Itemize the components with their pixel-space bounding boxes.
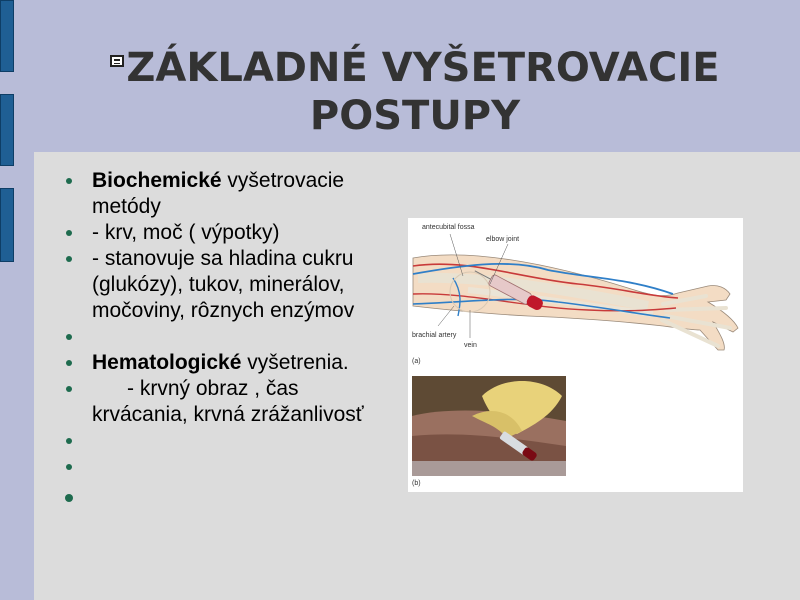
bullet-dot xyxy=(66,386,72,392)
bullet-item xyxy=(66,454,396,480)
bullet-dot xyxy=(66,464,72,470)
bullet-text: vyšetrenia. xyxy=(241,351,349,374)
bullet-item xyxy=(66,376,396,428)
label-antecubital: antecubital fossa xyxy=(422,224,475,231)
bullet-dot xyxy=(66,178,72,184)
bullet-item xyxy=(66,220,396,246)
label-b: (b) xyxy=(412,480,421,487)
bullet-dot xyxy=(65,494,73,502)
bullet-dot xyxy=(66,334,72,340)
blood-draw-photo-image xyxy=(412,376,566,476)
slide-tab-1 xyxy=(0,0,14,72)
content-area xyxy=(34,152,800,600)
bullet-bold: Hematologické xyxy=(92,351,242,374)
bullet-item xyxy=(66,246,396,324)
bullet-text: - stanovuje sa hladina cukru (glukózy), tukov, minerálov, močoviny, rôznych enzýmov xyxy=(92,247,355,322)
bullet-item xyxy=(66,324,396,350)
bullet-dot xyxy=(66,438,72,444)
bullet-text: - krv, moč ( výpotky) xyxy=(92,221,280,244)
note-icon xyxy=(110,55,124,67)
bullet-item xyxy=(66,480,396,506)
bullet-text: vyšetrovacie metódy xyxy=(92,169,345,218)
label-brachial: brachial artery xyxy=(412,332,457,339)
slide-tab-2 xyxy=(0,94,14,166)
bullet-bold: Biochemické xyxy=(92,169,222,192)
label-a: (a) xyxy=(412,358,421,365)
label-vein: vein xyxy=(464,342,477,349)
slide-title xyxy=(30,44,800,140)
bullet-dot xyxy=(66,230,72,236)
slide-tab-3 xyxy=(0,188,14,262)
bullet-list xyxy=(66,168,396,506)
label-elbow: elbow joint xyxy=(486,236,520,243)
bullet-dot xyxy=(66,360,72,366)
bullet-item xyxy=(66,350,396,376)
arm-diagram xyxy=(408,218,743,368)
title-line-2: POSTUPY xyxy=(309,93,521,139)
bullet-item xyxy=(66,428,396,454)
bullet-item xyxy=(66,168,396,220)
blood-draw-photo xyxy=(412,376,566,476)
bullet-text: - krvný obraz , čas krvácania, krvná zrážanlivosť xyxy=(92,377,364,426)
title-line-1: ZÁKLADNÉ VYŠETROVACIE xyxy=(126,45,720,91)
arm-figure xyxy=(408,218,743,492)
bullet-dot xyxy=(66,256,72,262)
